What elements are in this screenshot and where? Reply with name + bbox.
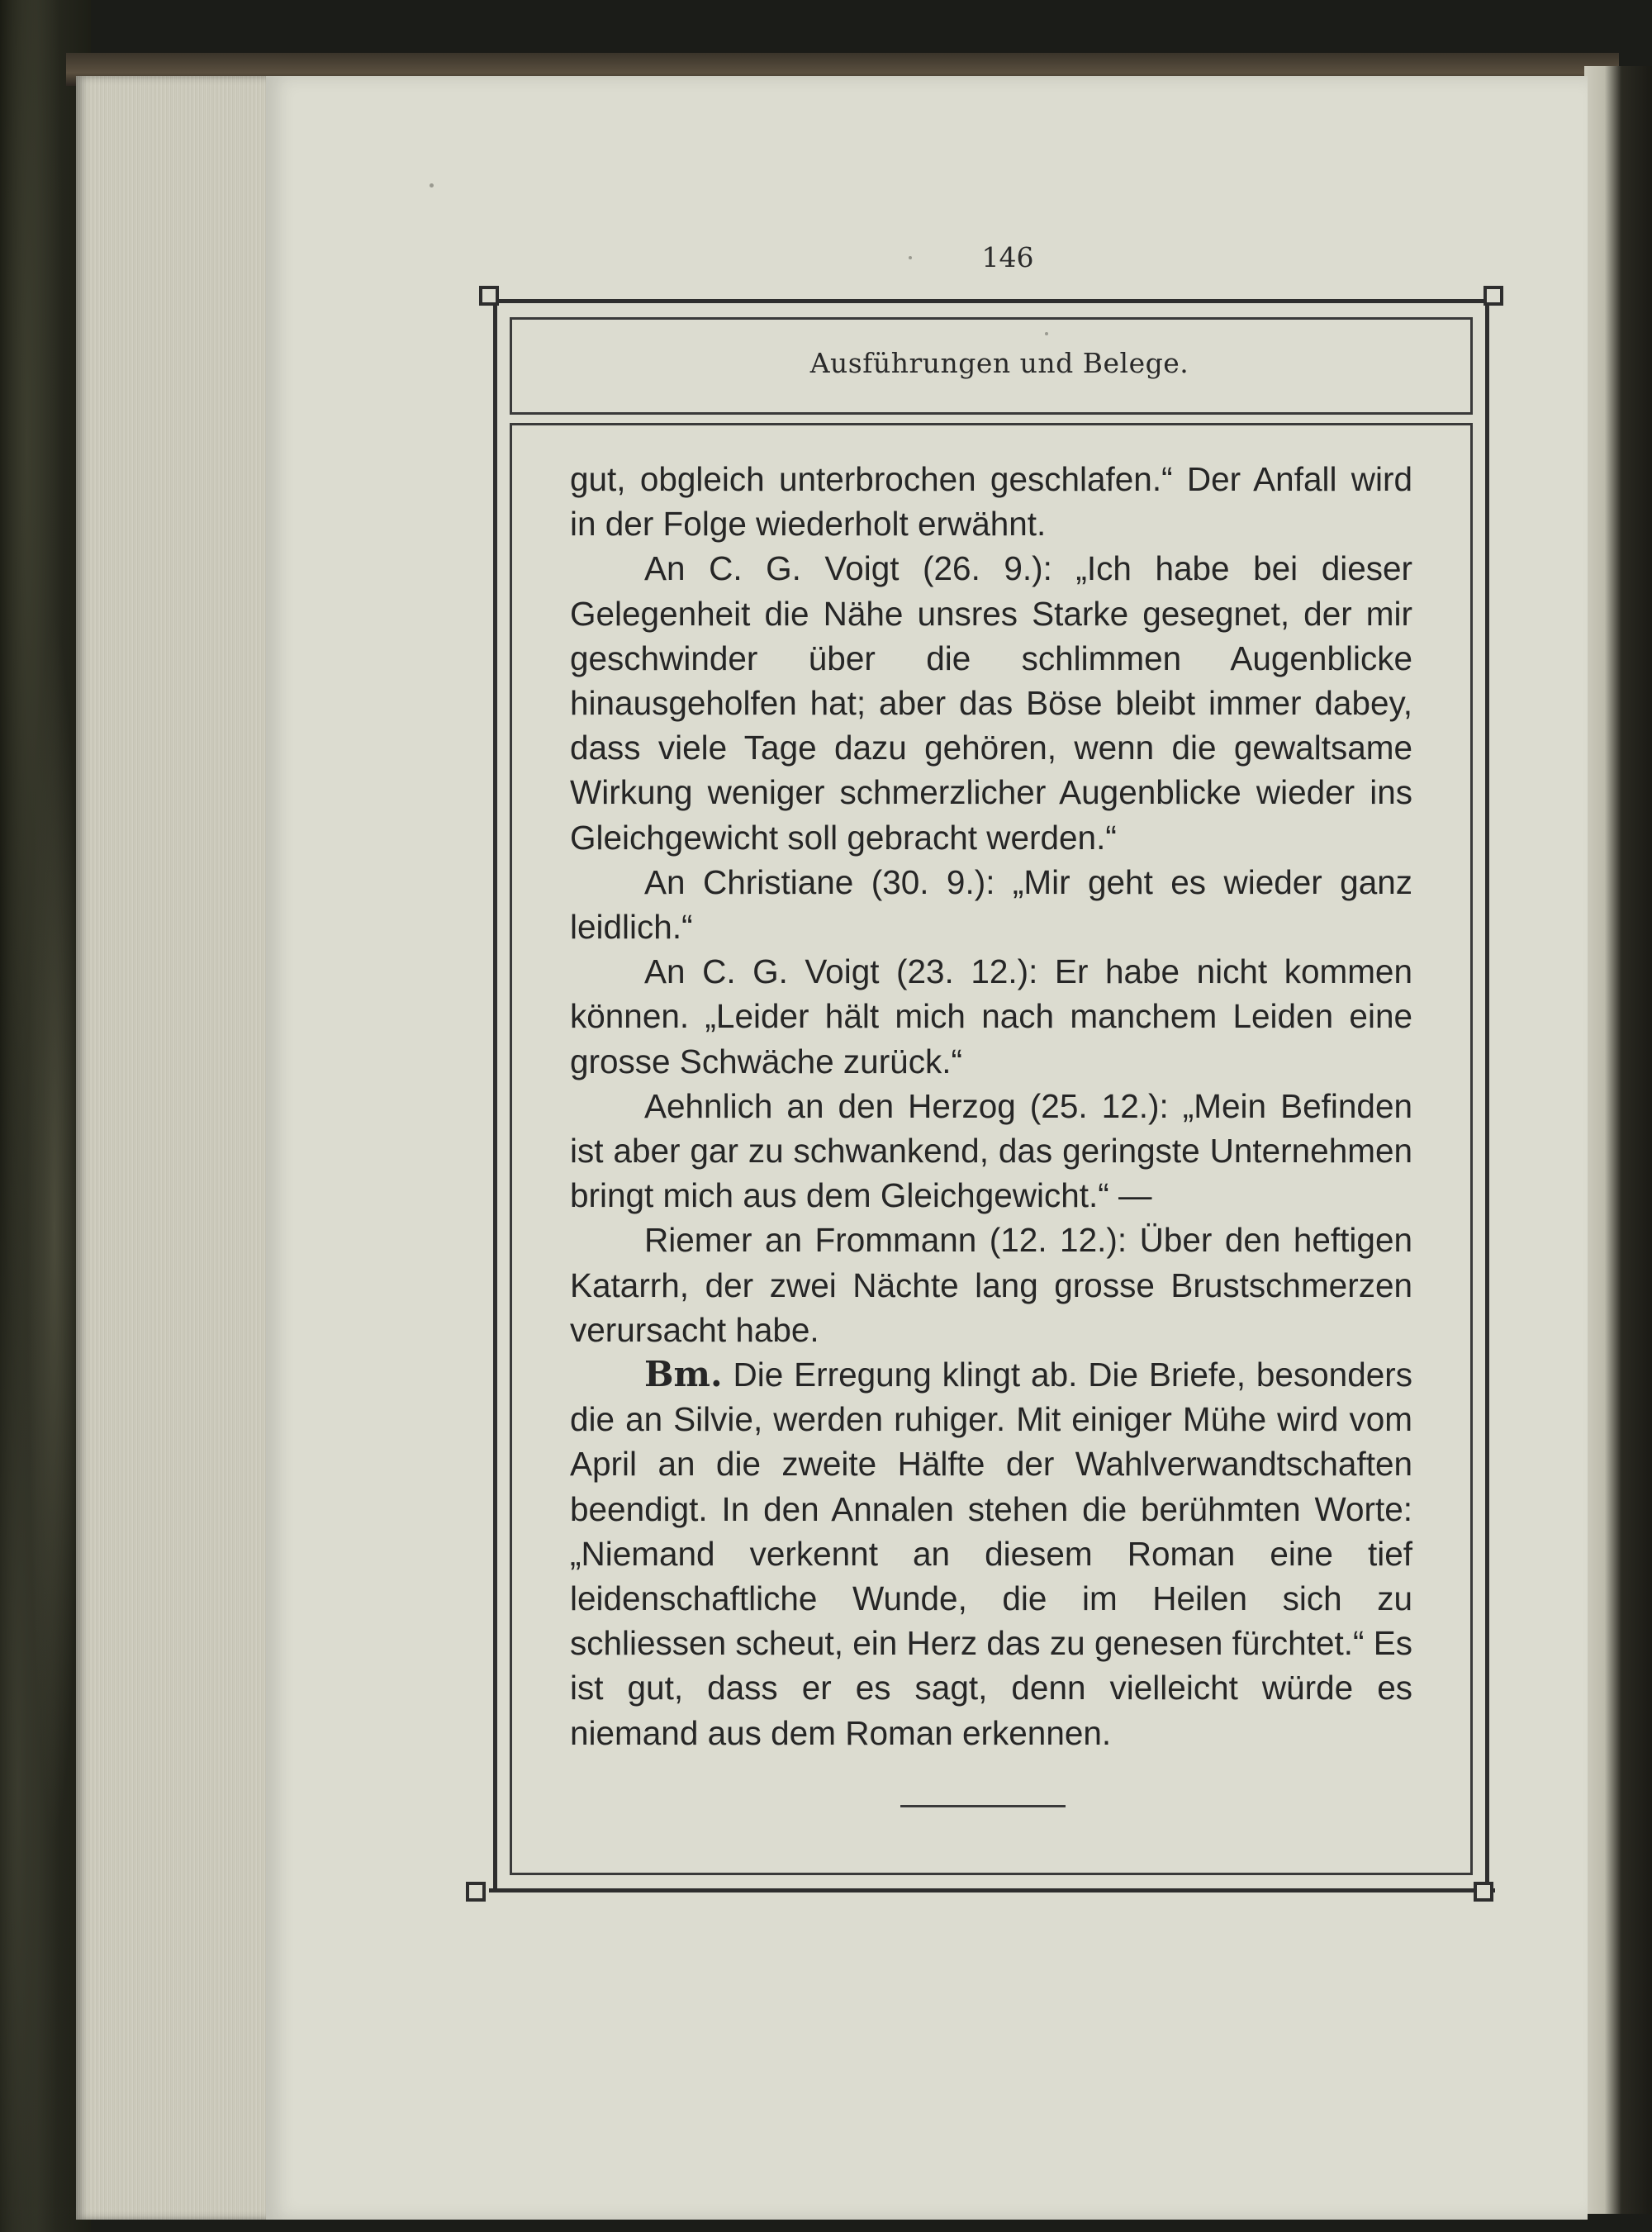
corner-ornament-bottom-right [1474, 1882, 1493, 1902]
page-block-edges [76, 76, 268, 2220]
paragraph: Riemer an Frommann (12. 12.): Über den heftigen Katarrh, der zwei Nächte lang grosse Brustschmerzen verursacht habe. [570, 1221, 1412, 1349]
frame-bottom-line [489, 1888, 1495, 1892]
end-rule [900, 1805, 1066, 1807]
paragraph: An Christiane (30. 9.): „Mir geht es wieder ganz leidlich.“ [570, 862, 1412, 947]
frame-top-line [489, 299, 1495, 303]
frame-left-line [493, 299, 497, 1892]
body-text [570, 457, 1412, 1755]
paragraph: Aehnlich an den Herzog (25. 12.): „Mein Befinden ist aber gar zu schwankend, das geringste Unternehmen bringt mich aus dem Gleichgewicht.“ — [570, 1086, 1412, 1215]
running-header: Ausführungen und Belege. [809, 347, 1189, 379]
frame-right-line [1485, 299, 1489, 1892]
paragraph: An C. G. Voigt (26. 9.): „Ich habe bei dieser Gelegenheit die Nähe unsres Starke gesegnet, der mir geschwinder über die schlimmen Augenblicke hinausgeholfen hat; aber das Böse bleibt immer dabey, dass viele Tage dazu gehören, wenn die gewaltsame Wirkung weniger schmerzlicher Augenblicke wieder ins Gleichgewicht soll gebracht werden.“ [570, 549, 1412, 857]
paragraph: An C. G. Voigt (23. 12.): Er habe nicht kommen können. „Leider hält mich nach manchem Leiden eine grosse Schwäche zurück.“ [570, 952, 1412, 1080]
corner-ornament-bottom-left [466, 1882, 486, 1902]
paper-speck [430, 183, 434, 188]
corner-ornament-top-right [1483, 286, 1503, 306]
page-number: 146 [981, 241, 1034, 273]
corner-ornament-top-left [479, 286, 499, 306]
book-right-edge [1584, 66, 1652, 2214]
paragraph: gut, obgleich unterbrochen geschlafen.“ Der Anfall wird in der Folge wiederholt erwähnt. [570, 460, 1412, 544]
bm-label: Bm. [644, 1354, 723, 1395]
paragraph-bm [570, 1352, 1412, 1755]
paper-speck [909, 256, 912, 259]
paragraph-bm-text: Die Erregung klingt ab. Die Briefe, besonders die an Silvie, werden ruhiger. Mit einiger Mühe wird vom April an die zweite Hälfte der Wahlverwandtschaften beendigt. In den Annalen stehen die berühmten Worte: „Niemand verkennt an diesem Roman eine tief leidenschaftliche Wunde, die im Heilen sich zu schliessen scheut, ein Herz das zu genesen fürchtet.“ Es ist gut, dass er es sagt, denn vielleicht würde es niemand aus dem Roman erkennen. [570, 1356, 1412, 1752]
